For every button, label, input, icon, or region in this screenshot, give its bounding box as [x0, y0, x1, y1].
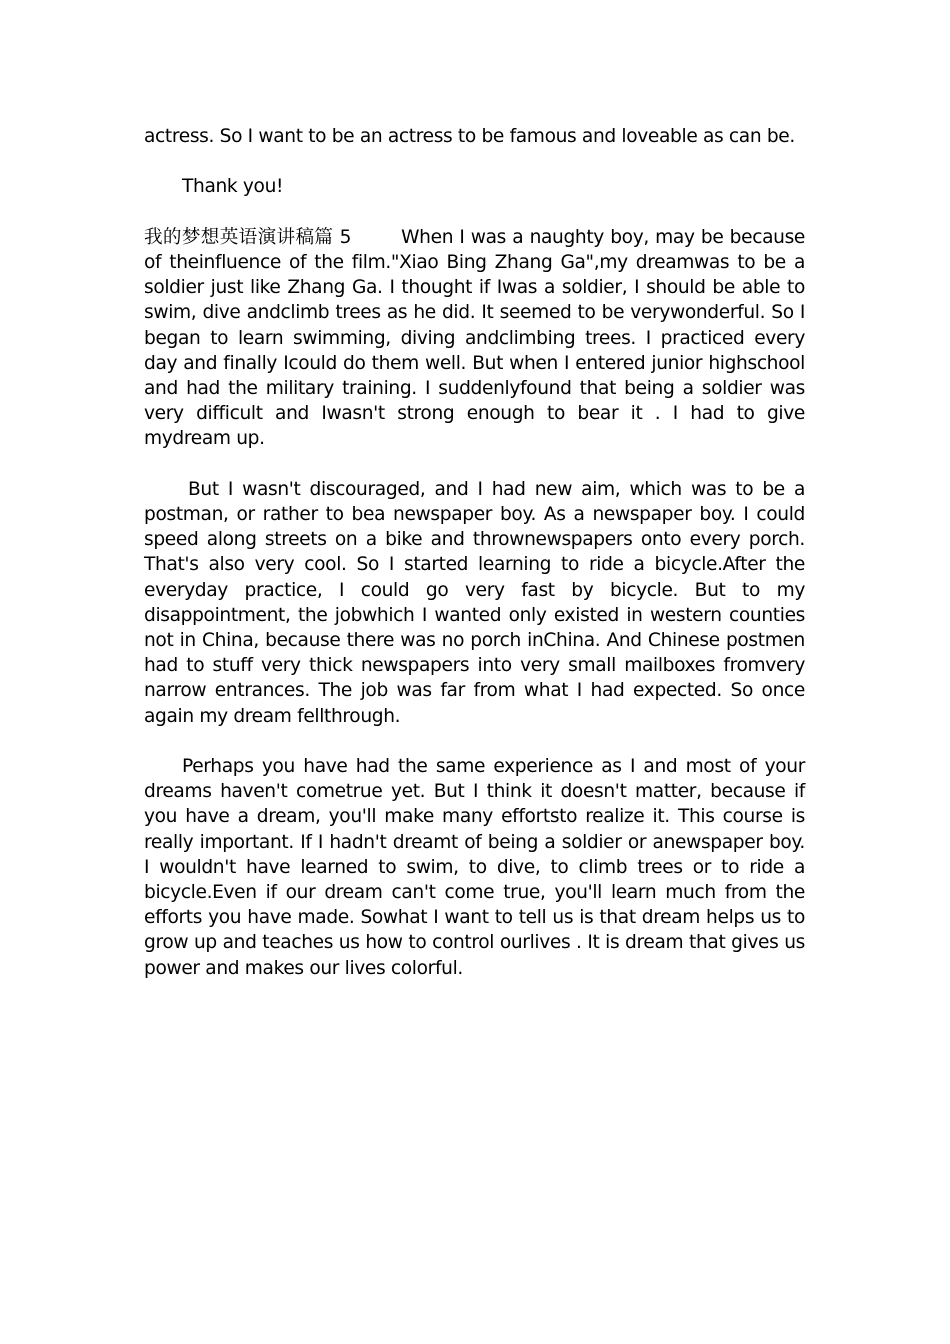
paragraph-text: Thank you! [182, 176, 284, 198]
paragraph-thanks [144, 174, 805, 199]
paragraph-newspaper-boy [144, 477, 805, 729]
section-heading: 我的梦想英语演讲稿篇 5 [144, 226, 352, 248]
paragraph-text: But I wasn't discouraged, and I had new aim, which was to be a postman, or rather to bea newspaper boy. As a newspaper boy. I could speed along streets on a bike and thrownewspapers onto every porch. That's also very cool. So I started learning to ride a bicycle.After the everyday practice, I could go very fast by bicycle. But to my disappointment, the jobwhich I wanted only existed in western counties not in China, because there was no porch inChina. And Chinese postmen had to stuff very thick newspapers into very small mailboxes fromvery narrow entrances. The job was far from what I had expected. So once again my dream fellthrough. [144, 478, 805, 727]
paragraph-text: actress. So I want to be an actress to be famous and loveable as can be. [144, 126, 795, 147]
paragraph-closing-line [144, 124, 805, 149]
paragraph-text: When I was a naughty boy, may be because of theinfluence of the film."Xiao Bing Zhang Ga",my dreamwas to be a soldier just like Zhang Ga. I thought if Iwas a soldier, I should be able to swim, dive andclimb trees as he did. It seemed to be verywonderful. So I began to learn swimming, diving andclimbing trees. I practiced every day and finally Icould do them well. But when I entered junior highschool and had the military training. I suddenlyfound that being a soldier was very difficult and Iwasn't strong enough to bear it . I had to give mydream up. [144, 226, 805, 450]
paragraph-conclusion [144, 754, 805, 981]
heading-gap [351, 227, 401, 248]
document-body [144, 124, 805, 1006]
paragraph-text: Perhaps you have had the same experience as I and most of your dreams haven't cometrue yet. But I think it doesn't matter, because if you have a dream, you'll make many effortsto realize it. This course is really important. If I hadn't dreamt of being a soldier or anewspaper boy. I wouldn't have learned to swim, to dive, to climb trees or to ride a bicycle.Even if our dream can't come true, you'll learn much from the efforts you have made. Sowhat I want to tell us is that dream helps us to grow up and teaches us how to control ourlives . It is dream that gives us power and makes our lives colorful. [144, 756, 805, 979]
paragraph-speech-5-intro [144, 225, 805, 452]
